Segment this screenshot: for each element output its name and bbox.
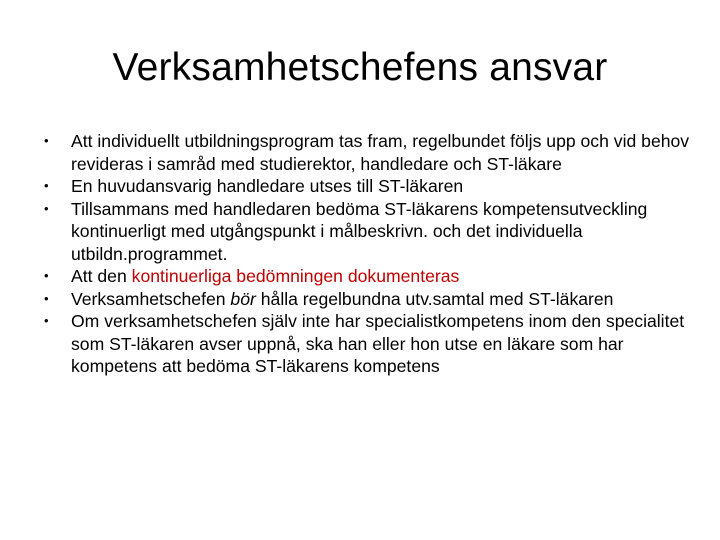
bullet-dot-icon: •: [44, 133, 49, 148]
bullet-dot-icon: •: [44, 290, 49, 306]
bullet-text-suffix: hålla regelbundna utv.samtal med ST-läkaren: [255, 288, 614, 309]
bullet-dot-icon: •: [44, 268, 49, 283]
bullet-dot-icon: •: [44, 178, 49, 193]
emphasized-text: bör: [230, 288, 256, 309]
bullet-dot-icon: •: [44, 313, 49, 328]
bullet-item: [44, 198, 692, 266]
bullet-item: [44, 310, 692, 378]
bullet-item: [44, 265, 692, 288]
slide-title: Verksamhetschefens ansvar: [112, 46, 608, 89]
bullet-item: [44, 130, 692, 175]
bullet-text: Tillsammans med handledaren bedöma ST-läkarens kompetensutveckling kontinuerligt med utgångspunkt i målbeskrivn. och det individuella utbildn.programmet.: [71, 198, 648, 264]
bullet-item: [44, 175, 692, 198]
bullet-text-prefix: Att den: [71, 266, 132, 286]
bullet-text: En huvudansvarig handledare utses till ST-läkaren: [71, 176, 464, 196]
bullet-dot-icon: •: [44, 200, 49, 216]
bullet-text: Att individuellt utbildningsprogram tas fram, regelbundet följs upp och vid behov revideras i samråd med studierektor, handledare och ST-läkare: [71, 131, 690, 174]
bullet-text-prefix: Verksamhetschefen: [71, 288, 231, 309]
bullet-item: [44, 288, 692, 311]
bullet-text: Om verksamhetschefen själv inte har specialistkompetens inom den specialitet som ST-läkaren avser uppnå, ska han eller hon utse en läkare som har kompetens att bedöma ST-läkarens kompetens: [71, 311, 685, 376]
bullet-list: [44, 130, 692, 378]
highlighted-text: kontinuerliga bedömningen dokumenteras: [131, 266, 460, 286]
